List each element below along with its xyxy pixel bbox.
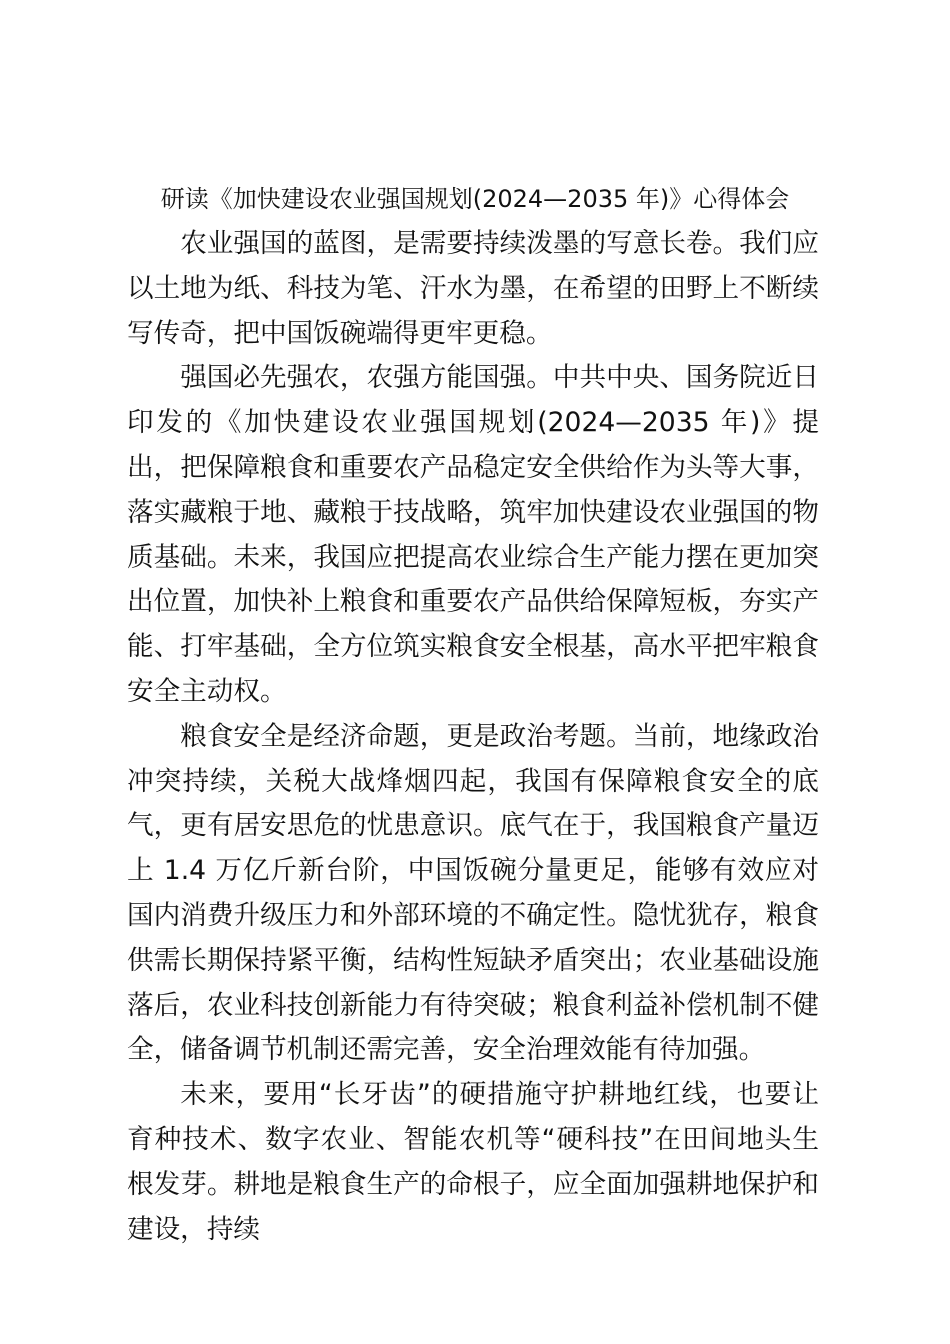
document-body — [127, 222, 819, 1252]
paragraph-1: 农业强国的蓝图，是需要持续泼墨的写意长卷。我们应以土地为纸、科技为笔、汗水为墨，在希望的田野上不断续写传奇，把中国饭碗端得更牢更稳。 — [127, 228, 819, 349]
document-title: 研读《加快建设农业强国规划(2024—2035 年)》心得体会 — [160, 185, 790, 213]
paragraph-4: 未来，要用“长牙齿”的硬措施守护耕地红线，也要让育种技术、数字农业、智能农机等“硬科技”在田间地头生根发芽。耕地是粮食生产的命根子，应全面加强耕地保护和建设，持续 — [127, 1079, 819, 1245]
paragraph-3: 粮食安全是经济命题，更是政治考题。当前，地缘政治冲突持续，关税大战烽烟四起，我国有保障粮食安全的底气，更有居安思危的忧患意识。底气在于，我国粮食产量迈上 1.4 万亿斤新台阶，中国饭碗分量更足，能够有效应对国内消费升级压力和外部环境的不确定性。隐忧犹存，粮食供需长期保持紧平衡，结构性短缺矛盾突出；农业基础设施落后，农业科技创新能力有待突破；粮食利益补偿机制不健全，储备调节机制还需完善，安全治理效能有待加强。 — [127, 720, 819, 1066]
paragraph-2: 强国必先强农，农强方能国强。中共中央、国务院近日印发的《加快建设农业强国规划(2024—2035 年)》提出，把保障粮食和重要农产品稳定安全供给作为头等大事，落实藏粮于地、藏粮于技战略，筑牢加快建设农业强国的物质基础。未来，我国应把提高农业综合生产能力摆在更加突出位置，加快补上粮食和重要农产品供给保障短板，夯实产能、打牢基础，全方位筑实粮食安全根基，高水平把牢粮食安全主动权。 — [127, 362, 819, 707]
